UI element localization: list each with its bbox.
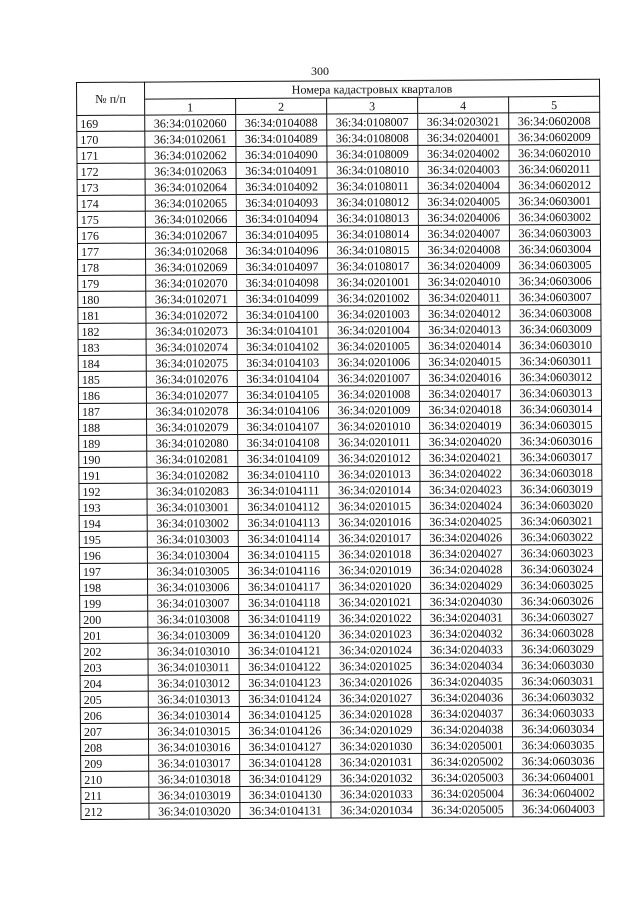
cadastral-table-container bbox=[76, 79, 604, 820]
row-number-cell: 208 bbox=[81, 739, 149, 755]
cadastral-number-cell: 36:34:0204012 bbox=[419, 305, 510, 322]
cadastral-number-cell: 36:34:0108012 bbox=[327, 193, 418, 210]
cadastral-number-cell: 36:34:0104118 bbox=[239, 594, 330, 611]
cadastral-number-cell: 36:34:0204032 bbox=[421, 625, 512, 642]
cadastral-number-cell: 36:34:0104095 bbox=[236, 226, 327, 243]
cadastral-number-cell: 36:34:0201007 bbox=[328, 369, 419, 386]
cadastral-number-cell: 36:34:0603003 bbox=[509, 224, 600, 241]
cadastral-number-cell: 36:34:0104112 bbox=[238, 498, 329, 515]
cadastral-number-cell: 36:34:0205002 bbox=[422, 753, 513, 770]
cadastral-number-cell: 36:34:0104124 bbox=[239, 690, 330, 707]
cadastral-number-cell: 36:34:0104129 bbox=[240, 770, 331, 787]
cadastral-number-cell: 36:34:0102070 bbox=[146, 275, 237, 292]
cadastral-number-cell: 36:34:0603036 bbox=[513, 752, 604, 769]
cadastral-number-cell: 36:34:0204003 bbox=[418, 161, 509, 178]
cadastral-number-cell: 36:34:0102060 bbox=[145, 115, 236, 132]
cadastral-number-cell: 36:34:0103013 bbox=[148, 691, 239, 708]
cadastral-number-cell: 36:34:0104091 bbox=[236, 162, 327, 179]
row-number-cell: 205 bbox=[80, 691, 148, 707]
cadastral-number-cell: 36:34:0104104 bbox=[237, 370, 328, 387]
cadastral-number-cell: 36:34:0205003 bbox=[422, 769, 513, 786]
cadastral-number-cell: 36:34:0205005 bbox=[422, 801, 513, 818]
cadastral-number-cell: 36:34:0604001 bbox=[513, 768, 604, 785]
cadastral-number-cell: 36:34:0603010 bbox=[510, 336, 601, 353]
cadastral-number-cell: 36:34:0201024 bbox=[330, 641, 421, 658]
row-number-cell: 190 bbox=[79, 451, 147, 467]
row-number-cell: 170 bbox=[77, 131, 145, 147]
cadastral-number-cell: 36:34:0603030 bbox=[512, 656, 603, 673]
cadastral-number-cell: 36:34:0201010 bbox=[329, 417, 420, 434]
cadastral-number-cell: 36:34:0204038 bbox=[421, 721, 512, 738]
cadastral-number-cell: 36:34:0108017 bbox=[328, 257, 419, 274]
cadastral-number-cell: 36:34:0104125 bbox=[239, 706, 330, 723]
cadastral-number-cell: 36:34:0603004 bbox=[509, 240, 600, 257]
cadastral-number-cell: 36:34:0603006 bbox=[510, 272, 601, 289]
row-number-cell: 211 bbox=[81, 787, 149, 803]
cadastral-number-cell: 36:34:0603005 bbox=[510, 256, 601, 273]
row-number-cell: 209 bbox=[81, 755, 149, 771]
cadastral-number-cell: 36:34:0603009 bbox=[510, 320, 601, 337]
cadastral-number-cell: 36:34:0102065 bbox=[145, 195, 236, 212]
cadastral-number-cell: 36:34:0104105 bbox=[237, 386, 328, 403]
cadastral-number-cell: 36:34:0204022 bbox=[420, 465, 511, 482]
cadastral-number-cell: 36:34:0104098 bbox=[237, 274, 328, 291]
cadastral-number-cell: 36:34:0103020 bbox=[149, 803, 240, 820]
cadastral-number-cell: 36:34:0204007 bbox=[418, 225, 509, 242]
cadastral-number-cell: 36:34:0204021 bbox=[420, 449, 511, 466]
row-number-cell: 193 bbox=[79, 499, 147, 515]
row-number-cell: 197 bbox=[79, 563, 147, 579]
cadastral-number-cell: 36:34:0205004 bbox=[422, 785, 513, 802]
cadastral-number-cell: 36:34:0104120 bbox=[239, 626, 330, 643]
cadastral-number-cell: 36:34:0102079 bbox=[147, 419, 238, 436]
cadastral-number-cell: 36:34:0102076 bbox=[146, 371, 237, 388]
cadastral-number-cell: 36:34:0204016 bbox=[419, 369, 510, 386]
cadastral-number-cell: 36:34:0603017 bbox=[511, 448, 602, 465]
cadastral-number-cell: 36:34:0204026 bbox=[420, 529, 511, 546]
column-header-2: 2 bbox=[236, 98, 327, 115]
cadastral-number-cell: 36:34:0602011 bbox=[509, 160, 600, 177]
cadastral-number-cell: 36:34:0108010 bbox=[327, 161, 418, 178]
column-header-4: 4 bbox=[418, 97, 509, 114]
cadastral-number-cell: 36:34:0104116 bbox=[238, 562, 329, 579]
cadastral-number-cell: 36:34:0201027 bbox=[330, 689, 421, 706]
cadastral-number-cell: 36:34:0201011 bbox=[329, 433, 420, 450]
cadastral-number-cell: 36:34:0201033 bbox=[331, 785, 422, 802]
row-number-cell: 194 bbox=[79, 515, 147, 531]
cadastral-number-cell: 36:34:0103004 bbox=[147, 547, 238, 564]
cadastral-number-cell: 36:34:0201006 bbox=[328, 353, 419, 370]
cadastral-number-cell: 36:34:0108013 bbox=[327, 209, 418, 226]
cadastral-number-cell: 36:34:0204013 bbox=[419, 321, 510, 338]
cadastral-number-cell: 36:34:0102077 bbox=[146, 387, 237, 404]
cadastral-number-cell: 36:34:0204029 bbox=[421, 577, 512, 594]
row-number-cell: 180 bbox=[78, 291, 146, 307]
cadastral-number-cell: 36:34:0603020 bbox=[511, 496, 602, 513]
cadastral-number-cell: 36:34:0104094 bbox=[236, 210, 327, 227]
cadastral-number-cell: 36:34:0204018 bbox=[419, 401, 510, 418]
cadastral-number-cell: 36:34:0204024 bbox=[420, 497, 511, 514]
cadastral-number-cell: 36:34:0602008 bbox=[509, 112, 600, 129]
cadastral-number-cell: 36:34:0104102 bbox=[237, 338, 328, 355]
cadastral-number-cell: 36:34:0103017 bbox=[149, 755, 240, 772]
cadastral-number-cell: 36:34:0104088 bbox=[236, 114, 327, 131]
cadastral-number-cell: 36:34:0104107 bbox=[238, 418, 329, 435]
cadastral-numbers-header: Номера кадастровых кварталов bbox=[145, 79, 600, 99]
cadastral-number-cell: 36:34:0201002 bbox=[328, 289, 419, 306]
row-number-cell: 182 bbox=[78, 323, 146, 339]
row-number-cell: 174 bbox=[77, 195, 145, 211]
cadastral-number-cell: 36:34:0104106 bbox=[237, 402, 328, 419]
cadastral-number-cell: 36:34:0104111 bbox=[238, 482, 329, 499]
row-number-cell: 186 bbox=[78, 387, 146, 403]
cadastral-number-cell: 36:34:0201019 bbox=[329, 561, 420, 578]
cadastral-quarters-table bbox=[76, 79, 604, 820]
row-number-header: № п/п bbox=[77, 82, 145, 115]
row-number-cell: 203 bbox=[80, 659, 148, 675]
cadastral-number-cell: 36:34:0201004 bbox=[328, 321, 419, 338]
cadastral-number-cell: 36:34:0104096 bbox=[236, 242, 327, 259]
cadastral-number-cell: 36:34:0104108 bbox=[238, 434, 329, 451]
cadastral-number-cell: 36:34:0201003 bbox=[328, 305, 419, 322]
cadastral-number-cell: 36:34:0104122 bbox=[239, 658, 330, 675]
cadastral-number-cell: 36:34:0102063 bbox=[145, 163, 236, 180]
cadastral-number-cell: 36:34:0102075 bbox=[146, 355, 237, 372]
cadastral-number-cell: 36:34:0204030 bbox=[421, 593, 512, 610]
cadastral-number-cell: 36:34:0104119 bbox=[239, 610, 330, 627]
cadastral-number-cell: 36:34:0201008 bbox=[328, 385, 419, 402]
table-body bbox=[77, 112, 604, 819]
cadastral-number-cell: 36:34:0201021 bbox=[330, 593, 421, 610]
cadastral-number-cell: 36:34:0102072 bbox=[146, 307, 237, 324]
cadastral-number-cell: 36:34:0204020 bbox=[420, 433, 511, 450]
cadastral-number-cell: 36:34:0102074 bbox=[146, 339, 237, 356]
page-number: 300 bbox=[311, 64, 329, 78]
cadastral-number-cell: 36:34:0203021 bbox=[418, 113, 509, 130]
cadastral-number-cell: 36:34:0201009 bbox=[328, 401, 419, 418]
cadastral-number-cell: 36:34:0204011 bbox=[419, 289, 510, 306]
cadastral-number-cell: 36:34:0603027 bbox=[512, 608, 603, 625]
cadastral-number-cell: 36:34:0102078 bbox=[146, 403, 237, 420]
cadastral-number-cell: 36:34:0204014 bbox=[419, 337, 510, 354]
cadastral-number-cell: 36:34:0603008 bbox=[510, 304, 601, 321]
cadastral-number-cell: 36:34:0204028 bbox=[420, 561, 511, 578]
cadastral-number-cell: 36:34:0103015 bbox=[148, 723, 239, 740]
row-number-cell: 198 bbox=[80, 579, 148, 595]
cadastral-number-cell: 36:34:0103006 bbox=[148, 579, 239, 596]
cadastral-number-cell: 36:34:0104123 bbox=[239, 674, 330, 691]
cadastral-number-cell: 36:34:0103014 bbox=[148, 707, 239, 724]
cadastral-number-cell: 36:34:0603031 bbox=[512, 672, 603, 689]
cadastral-number-cell: 36:34:0104128 bbox=[240, 754, 331, 771]
cadastral-number-cell: 36:34:0104131 bbox=[240, 802, 331, 819]
row-number-cell: 189 bbox=[79, 435, 147, 451]
cadastral-number-cell: 36:34:0201032 bbox=[331, 769, 422, 786]
cadastral-number-cell: 36:34:0103008 bbox=[148, 611, 239, 628]
cadastral-number-cell: 36:34:0603014 bbox=[510, 400, 601, 417]
cadastral-number-cell: 36:34:0103002 bbox=[147, 515, 238, 532]
cadastral-number-cell: 36:34:0204015 bbox=[419, 353, 510, 370]
cadastral-number-cell: 36:34:0204010 bbox=[419, 273, 510, 290]
cadastral-number-cell: 36:34:0104130 bbox=[240, 786, 331, 803]
cadastral-number-cell: 36:34:0103011 bbox=[148, 659, 239, 676]
cadastral-number-cell: 36:34:0602012 bbox=[509, 176, 600, 193]
cadastral-number-cell: 36:34:0603016 bbox=[511, 432, 602, 449]
row-number-cell: 204 bbox=[80, 675, 148, 691]
cadastral-number-cell: 36:34:0201030 bbox=[331, 737, 422, 754]
cadastral-number-cell: 36:34:0201028 bbox=[330, 705, 421, 722]
cadastral-number-cell: 36:34:0102081 bbox=[147, 451, 238, 468]
cadastral-number-cell: 36:34:0603019 bbox=[511, 480, 602, 497]
cadastral-number-cell: 36:34:0603034 bbox=[512, 720, 603, 737]
row-number-cell: 175 bbox=[77, 211, 145, 227]
row-number-cell: 181 bbox=[78, 307, 146, 323]
cadastral-number-cell: 36:34:0108009 bbox=[327, 145, 418, 162]
cadastral-number-cell: 36:34:0204033 bbox=[421, 641, 512, 658]
cadastral-number-cell: 36:34:0603011 bbox=[510, 352, 601, 369]
cadastral-number-cell: 36:34:0104121 bbox=[239, 642, 330, 659]
row-number-cell: 179 bbox=[78, 275, 146, 291]
row-number-cell: 195 bbox=[79, 531, 147, 547]
column-header-3: 3 bbox=[327, 97, 418, 114]
cadastral-number-cell: 36:34:0603022 bbox=[511, 528, 602, 545]
cadastral-number-cell: 36:34:0103009 bbox=[148, 627, 239, 644]
cadastral-number-cell: 36:34:0603001 bbox=[509, 192, 600, 209]
cadastral-number-cell: 36:34:0204027 bbox=[420, 545, 511, 562]
row-number-cell: 177 bbox=[77, 243, 145, 259]
cadastral-number-cell: 36:34:0108008 bbox=[327, 129, 418, 146]
cadastral-number-cell: 36:34:0204034 bbox=[421, 657, 512, 674]
cadastral-number-cell: 36:34:0603015 bbox=[511, 416, 602, 433]
row-number-cell: 187 bbox=[78, 403, 146, 419]
cadastral-number-cell: 36:34:0104099 bbox=[237, 290, 328, 307]
cadastral-number-cell: 36:34:0102069 bbox=[146, 259, 237, 276]
table-row bbox=[81, 800, 604, 819]
cadastral-number-cell: 36:34:0104092 bbox=[236, 178, 327, 195]
cadastral-number-cell: 36:34:0201020 bbox=[330, 577, 421, 594]
row-number-cell: 178 bbox=[78, 259, 146, 275]
cadastral-number-cell: 36:34:0204035 bbox=[421, 673, 512, 690]
cadastral-number-cell: 36:34:0104115 bbox=[238, 546, 329, 563]
cadastral-number-cell: 36:34:0103007 bbox=[148, 595, 239, 612]
cadastral-number-cell: 36:34:0201016 bbox=[329, 513, 420, 530]
cadastral-number-cell: 36:34:0603021 bbox=[511, 512, 602, 529]
row-number-cell: 191 bbox=[79, 467, 147, 483]
row-number-cell: 184 bbox=[78, 355, 146, 371]
cadastral-number-cell: 36:34:0201014 bbox=[329, 481, 420, 498]
cadastral-number-cell: 36:34:0102064 bbox=[145, 179, 236, 196]
cadastral-number-cell: 36:34:0104127 bbox=[240, 738, 331, 755]
cadastral-number-cell: 36:34:0603012 bbox=[510, 368, 601, 385]
table-header bbox=[77, 79, 600, 115]
cadastral-number-cell: 36:34:0201034 bbox=[331, 801, 422, 818]
cadastral-number-cell: 36:34:0204031 bbox=[421, 609, 512, 626]
row-number-cell: 172 bbox=[77, 163, 145, 179]
cadastral-number-cell: 36:34:0104114 bbox=[238, 530, 329, 547]
cadastral-number-cell: 36:34:0104101 bbox=[237, 322, 328, 339]
row-number-cell: 210 bbox=[81, 771, 149, 787]
row-number-cell: 171 bbox=[77, 147, 145, 163]
row-number-cell: 183 bbox=[78, 339, 146, 355]
cadastral-number-cell: 36:34:0603018 bbox=[511, 464, 602, 481]
cadastral-number-cell: 36:34:0103016 bbox=[149, 739, 240, 756]
cadastral-number-cell: 36:34:0104113 bbox=[238, 514, 329, 531]
row-number-cell: 188 bbox=[79, 419, 147, 435]
row-number-cell: 196 bbox=[79, 547, 147, 563]
cadastral-number-cell: 36:34:0103010 bbox=[148, 643, 239, 660]
cadastral-number-cell: 36:34:0204019 bbox=[420, 417, 511, 434]
cadastral-number-cell: 36:34:0103012 bbox=[148, 675, 239, 692]
cadastral-number-cell: 36:34:0201015 bbox=[329, 497, 420, 514]
cadastral-number-cell: 36:34:0104109 bbox=[238, 450, 329, 467]
cadastral-number-cell: 36:34:0102083 bbox=[147, 483, 238, 500]
cadastral-number-cell: 36:34:0603026 bbox=[512, 592, 603, 609]
cadastral-number-cell: 36:34:0201017 bbox=[329, 529, 420, 546]
row-number-cell: 176 bbox=[77, 227, 145, 243]
cadastral-number-cell: 36:34:0102080 bbox=[147, 435, 238, 452]
cadastral-number-cell: 36:34:0104126 bbox=[239, 722, 330, 739]
cadastral-number-cell: 36:34:0108007 bbox=[327, 113, 418, 130]
cadastral-number-cell: 36:34:0102073 bbox=[146, 323, 237, 340]
cadastral-number-cell: 36:34:0201001 bbox=[328, 273, 419, 290]
cadastral-number-cell: 36:34:0104117 bbox=[239, 578, 330, 595]
cadastral-number-cell: 36:34:0603024 bbox=[511, 560, 602, 577]
cadastral-number-cell: 36:34:0104100 bbox=[237, 306, 328, 323]
cadastral-number-cell: 36:34:0103003 bbox=[147, 531, 238, 548]
cadastral-number-cell: 36:34:0204001 bbox=[418, 129, 509, 146]
cadastral-number-cell: 36:34:0204017 bbox=[419, 385, 510, 402]
row-number-cell: 192 bbox=[79, 483, 147, 499]
cadastral-number-cell: 36:34:0108011 bbox=[327, 177, 418, 194]
cadastral-number-cell: 36:34:0201012 bbox=[329, 449, 420, 466]
cadastral-number-cell: 36:34:0603002 bbox=[509, 208, 600, 225]
cadastral-number-cell: 36:34:0104090 bbox=[236, 146, 327, 163]
row-number-cell: 207 bbox=[80, 723, 148, 739]
cadastral-number-cell: 36:34:0603035 bbox=[513, 736, 604, 753]
cadastral-number-cell: 36:34:0603013 bbox=[510, 384, 601, 401]
cadastral-number-cell: 36:34:0201025 bbox=[330, 657, 421, 674]
column-header-5: 5 bbox=[509, 96, 600, 113]
cadastral-number-cell: 36:34:0603032 bbox=[512, 688, 603, 705]
cadastral-number-cell: 36:34:0204002 bbox=[418, 145, 509, 162]
cadastral-number-cell: 36:34:0102066 bbox=[145, 211, 236, 228]
cadastral-number-cell: 36:34:0201029 bbox=[330, 721, 421, 738]
row-number-cell: 185 bbox=[78, 371, 146, 387]
column-header-1: 1 bbox=[145, 99, 236, 116]
cadastral-number-cell: 36:34:0603029 bbox=[512, 640, 603, 657]
cadastral-number-cell: 36:34:0102082 bbox=[147, 467, 238, 484]
row-number-cell: 212 bbox=[81, 803, 149, 819]
cadastral-number-cell: 36:34:0603007 bbox=[510, 288, 601, 305]
cadastral-number-cell: 36:34:0204036 bbox=[421, 689, 512, 706]
cadastral-number-cell: 36:34:0204008 bbox=[418, 241, 509, 258]
cadastral-number-cell: 36:34:0104103 bbox=[237, 354, 328, 371]
cadastral-number-cell: 36:34:0103018 bbox=[149, 771, 240, 788]
cadastral-number-cell: 36:34:0102062 bbox=[145, 147, 236, 164]
cadastral-number-cell: 36:34:0204004 bbox=[418, 177, 509, 194]
cadastral-number-cell: 36:34:0201031 bbox=[331, 753, 422, 770]
cadastral-number-cell: 36:34:0603028 bbox=[512, 624, 603, 641]
cadastral-number-cell: 36:34:0104097 bbox=[237, 258, 328, 275]
cadastral-number-cell: 36:34:0602009 bbox=[509, 128, 600, 145]
cadastral-number-cell: 36:34:0602010 bbox=[509, 144, 600, 161]
cadastral-number-cell: 36:34:0201023 bbox=[330, 625, 421, 642]
cadastral-number-cell: 36:34:0201013 bbox=[329, 465, 420, 482]
cadastral-number-cell: 36:34:0604002 bbox=[513, 784, 604, 801]
cadastral-number-cell: 36:34:0604003 bbox=[513, 800, 604, 817]
row-number-cell: 206 bbox=[80, 707, 148, 723]
cadastral-number-cell: 36:34:0204023 bbox=[420, 481, 511, 498]
cadastral-number-cell: 36:34:0104093 bbox=[236, 194, 327, 211]
cadastral-number-cell: 36:34:0603023 bbox=[511, 544, 602, 561]
cadastral-number-cell: 36:34:0108014 bbox=[327, 225, 418, 242]
row-number-cell: 173 bbox=[77, 179, 145, 195]
cadastral-number-cell: 36:34:0104110 bbox=[238, 466, 329, 483]
cadastral-number-cell: 36:34:0204006 bbox=[418, 209, 509, 226]
cadastral-number-cell: 36:34:0204025 bbox=[420, 513, 511, 530]
row-number-cell: 199 bbox=[80, 595, 148, 611]
cadastral-number-cell: 36:34:0603033 bbox=[512, 704, 603, 721]
cadastral-number-cell: 36:34:0104089 bbox=[236, 130, 327, 147]
cadastral-number-cell: 36:34:0108015 bbox=[327, 241, 418, 258]
cadastral-number-cell: 36:34:0205001 bbox=[422, 737, 513, 754]
cadastral-number-cell: 36:34:0102071 bbox=[146, 291, 237, 308]
cadastral-number-cell: 36:34:0204005 bbox=[418, 193, 509, 210]
cadastral-number-cell: 36:34:0102067 bbox=[145, 227, 236, 244]
cadastral-number-cell: 36:34:0603025 bbox=[512, 576, 603, 593]
cadastral-number-cell: 36:34:0201018 bbox=[329, 545, 420, 562]
cadastral-number-cell: 36:34:0201026 bbox=[330, 673, 421, 690]
cadastral-number-cell: 36:34:0103001 bbox=[147, 499, 238, 516]
cadastral-number-cell: 36:34:0204009 bbox=[419, 257, 510, 274]
cadastral-number-cell: 36:34:0102061 bbox=[145, 131, 236, 148]
row-number-cell: 169 bbox=[77, 115, 145, 131]
row-number-cell: 200 bbox=[80, 611, 148, 627]
cadastral-number-cell: 36:34:0102068 bbox=[145, 243, 236, 260]
cadastral-number-cell: 36:34:0204037 bbox=[421, 705, 512, 722]
cadastral-number-cell: 36:34:0201022 bbox=[330, 609, 421, 626]
cadastral-number-cell: 36:34:0201005 bbox=[328, 337, 419, 354]
row-number-cell: 201 bbox=[80, 627, 148, 643]
cadastral-number-cell: 36:34:0103005 bbox=[147, 563, 238, 580]
cadastral-number-cell: 36:34:0103019 bbox=[149, 787, 240, 804]
row-number-cell: 202 bbox=[80, 643, 148, 659]
